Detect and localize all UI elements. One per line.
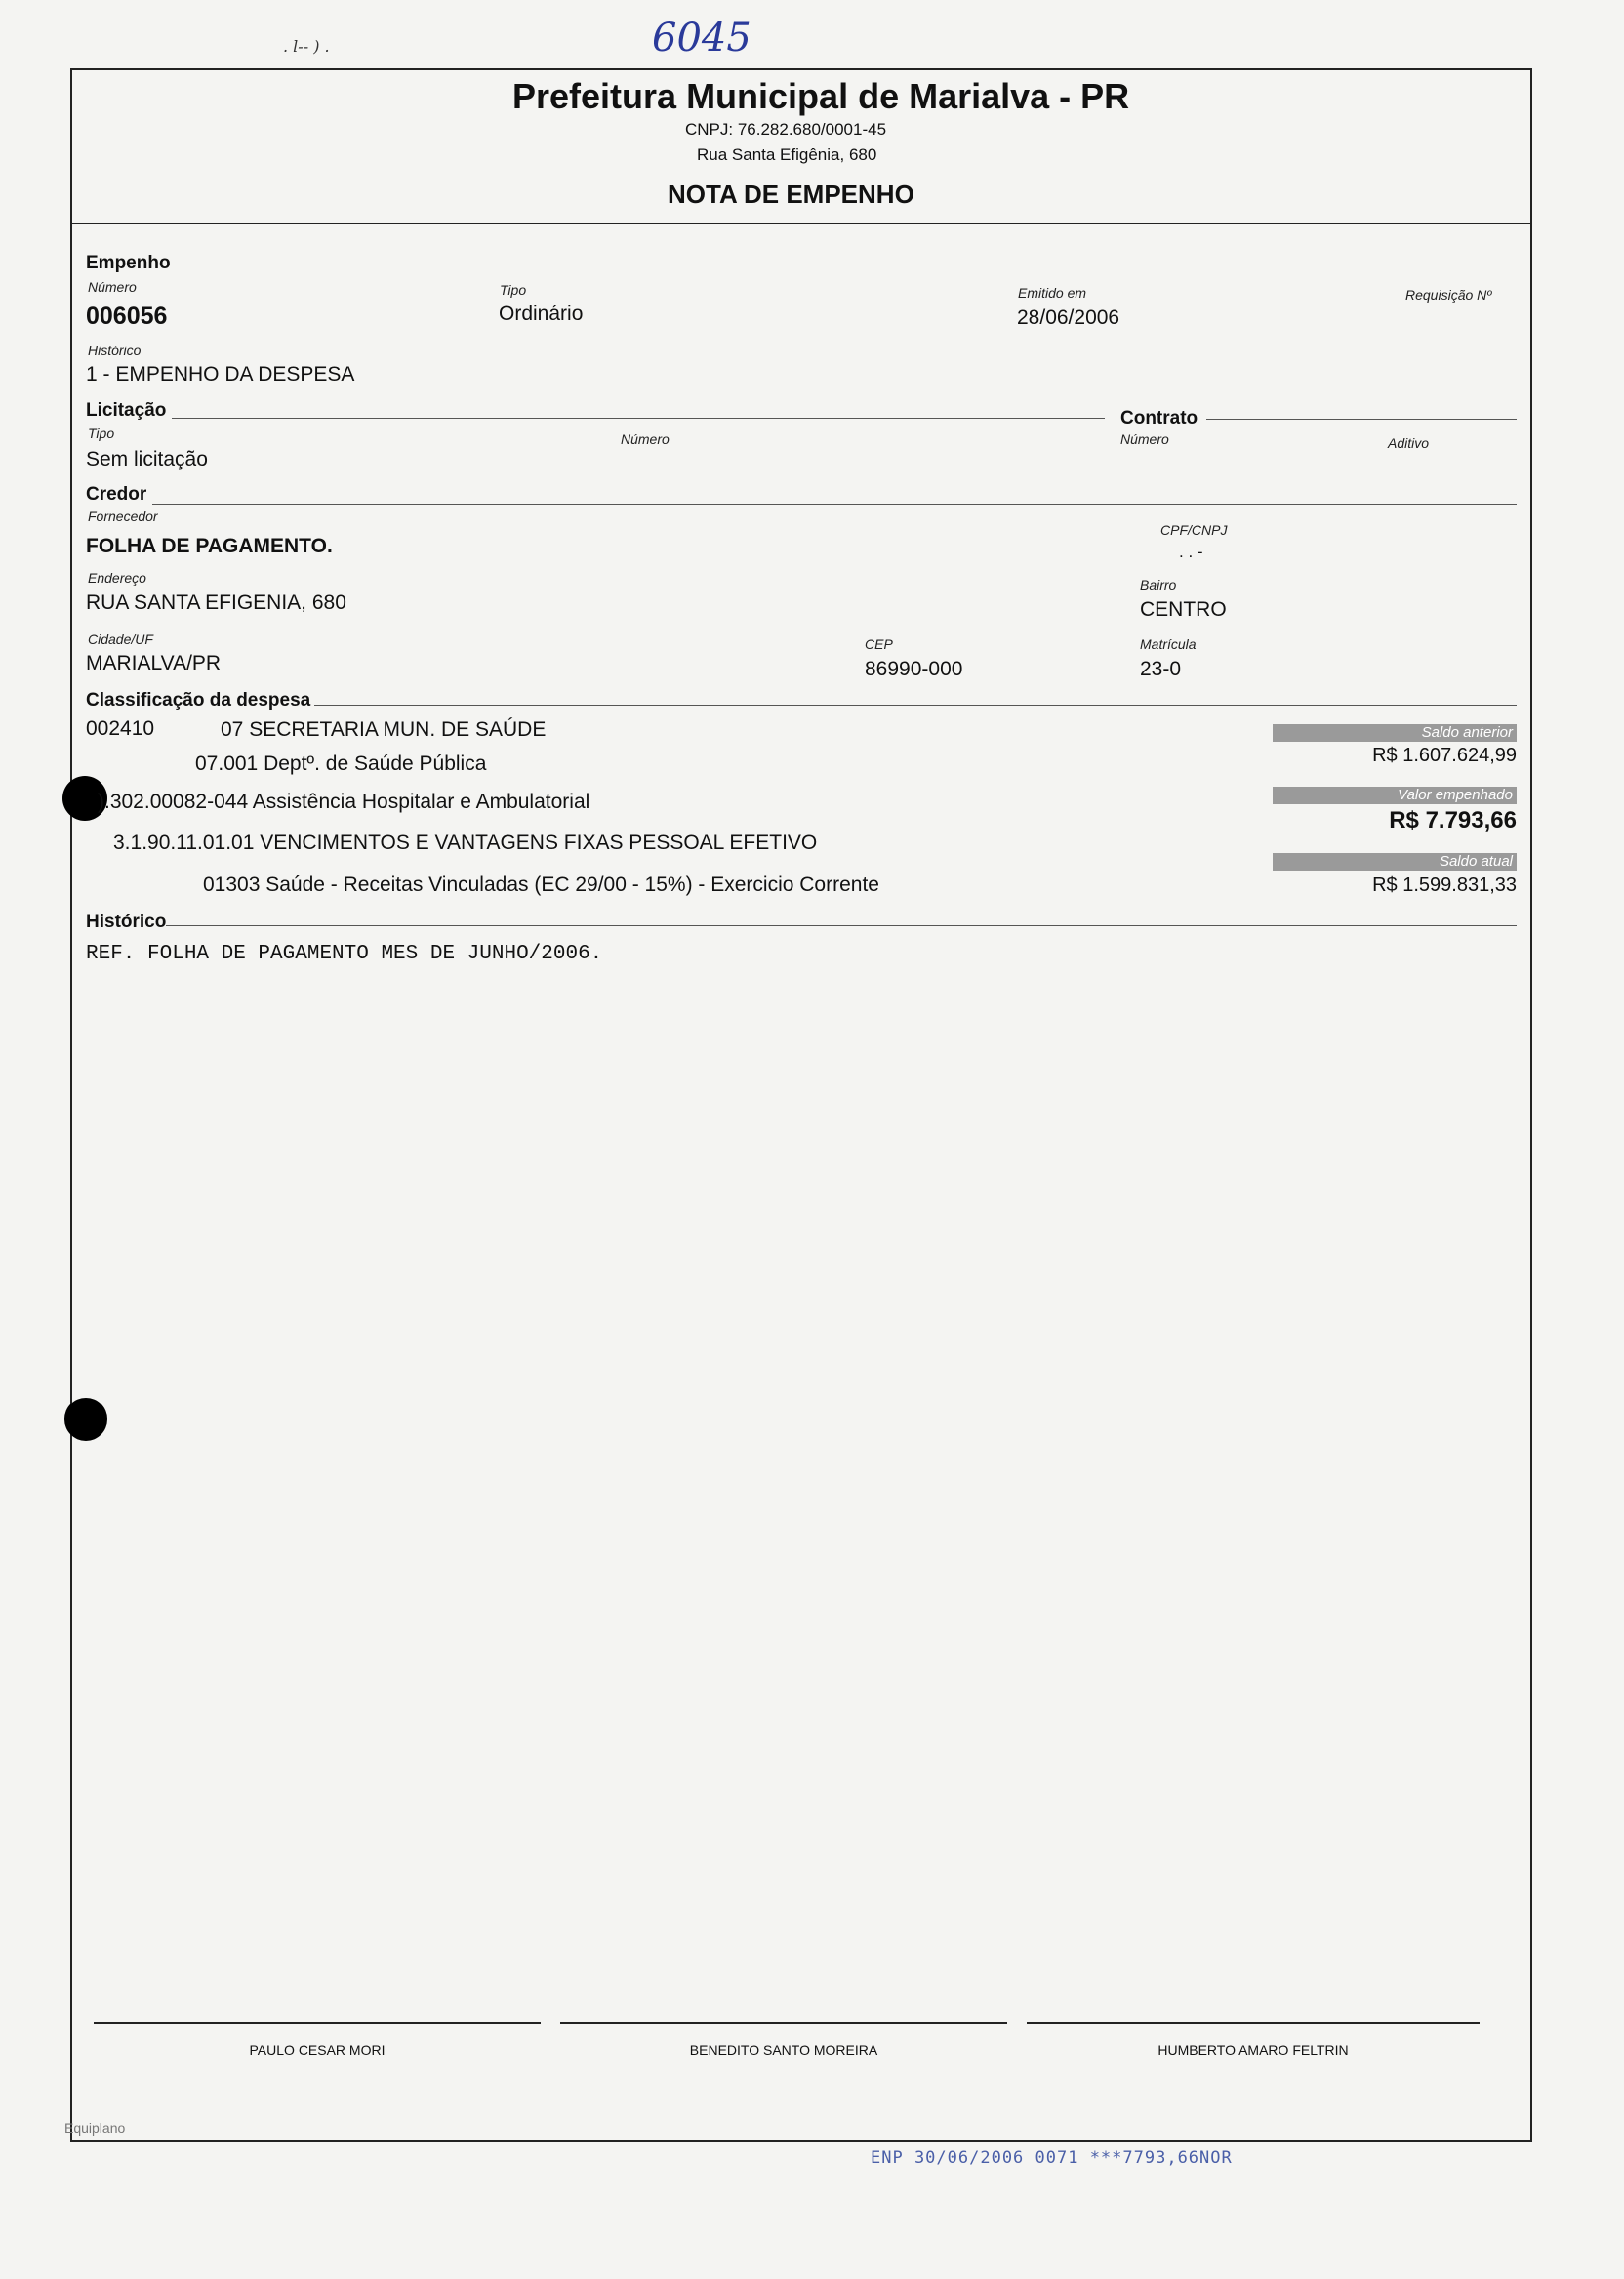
section-credor: Credor (86, 484, 147, 505)
page-title: Prefeitura Municipal de Marialva - PR (512, 76, 1130, 116)
credor-rule (152, 504, 1517, 505)
address-text: Rua Santa Efigênia, 680 (697, 145, 877, 164)
cnpj-text: CNPJ: 76.282.680/0001-45 (685, 120, 887, 139)
cpf-value: . . - (1179, 543, 1203, 561)
emitido-date: 28/06/2006 (1017, 306, 1120, 329)
cep-label: CEP (865, 636, 893, 652)
licitacao-tipo: Sem licitação (86, 448, 208, 470)
cpf-label: CPF/CNPJ (1160, 522, 1228, 538)
section-contrato: Contrato (1120, 408, 1198, 428)
cep-value: 86990-000 (865, 658, 963, 680)
empenho-historico-label: Histórico (88, 343, 142, 358)
contrato-rule (1206, 419, 1517, 420)
punch-hole-mark-lower (64, 1398, 107, 1441)
valor-empenhado-label: Valor empenhado (1273, 787, 1517, 804)
classificacao-elemento: 3.1.90.11.01.01 VENCIMENTOS E VANTAGENS FIXAS PESSOAL EFETIVO (113, 832, 818, 854)
classificacao-secretaria: 07 SECRETARIA MUN. DE SAÚDE (221, 718, 547, 741)
fornecedor-label: Fornecedor (88, 509, 158, 524)
contrato-aditivo-label: Aditivo (1388, 435, 1430, 451)
empenho-historico: 1 - EMPENHO DA DESPESA (86, 363, 355, 386)
section-licitacao: Licitação (86, 400, 167, 421)
endereco-value: RUA SANTA EFIGENIA, 680 (86, 591, 346, 614)
signature-name-3: HUMBERTO AMARO FELTRIN (1157, 2042, 1349, 2057)
signature-name-1: PAULO CESAR MORI (249, 2042, 386, 2057)
document-title: NOTA DE EMPENHO (668, 180, 914, 209)
classificacao-fonte: 01303 Saúde - Receitas Vinculadas (EC 29/00 - 15%) - Exercicio Corrente (203, 874, 879, 896)
classificacao-departamento: 07.001 Deptº. de Saúde Pública (195, 753, 487, 775)
historico-text: REF. FOLHA DE PAGAMENTO MES DE JUNHO/2006. (86, 943, 603, 965)
top-scribble: . l-- ) . (283, 37, 330, 56)
emitido-label: Emitido em (1018, 285, 1087, 301)
header-divider (70, 223, 1532, 224)
licitacao-numero-label: Número (621, 431, 670, 447)
mechanical-stamp: ENP 30/06/2006 0071 ***7793,66NOR (871, 2148, 1233, 2168)
cidade-label: Cidade/UF (88, 631, 153, 647)
classificacao-rule (314, 705, 1517, 706)
matricula-value: 23-0 (1140, 658, 1182, 680)
classificacao-programa: ).302.00082-044 Assistência Hospitalar e Ambulatorial (98, 791, 590, 813)
saldo-atual-value: R$ 1.599.831,33 (1372, 875, 1517, 896)
empenho-numero-label: Número (88, 279, 137, 295)
saldo-atual-label: Saldo atual (1273, 853, 1517, 871)
saldo-anterior-label: Saldo anterior (1273, 724, 1517, 742)
empenho-tipo-label: Tipo (500, 282, 527, 298)
historico-rule (166, 925, 1517, 926)
endereco-label: Endereço (88, 570, 146, 586)
signature-line-1 (94, 2022, 541, 2024)
section-empenho: Empenho (86, 253, 171, 273)
bairro-label: Bairro (1140, 577, 1177, 592)
signature-name-2: BENEDITO SANTO MOREIRA (689, 2042, 878, 2057)
classificacao-codigo: 002410 (86, 717, 155, 740)
section-classificacao: Classificação da despesa (86, 690, 311, 711)
signature-line-2 (560, 2022, 1007, 2024)
saldo-anterior-value: R$ 1.607.624,99 (1372, 745, 1517, 766)
bairro-value: CENTRO (1140, 598, 1227, 621)
empenho-tipo: Ordinário (499, 303, 584, 325)
licitacao-rule (172, 418, 1105, 419)
contrato-numero-label: Número (1120, 431, 1169, 447)
valor-empenhado-value: R$ 7.793,66 (1389, 807, 1517, 834)
empenho-numero: 006056 (86, 303, 168, 330)
handwritten-number: 6045 (652, 16, 751, 61)
footer-brand: Equiplano (64, 2120, 126, 2136)
cidade-value: MARIALVA/PR (86, 652, 222, 674)
fornecedor-value: FOLHA DE PAGAMENTO. (86, 535, 333, 557)
section-historico: Histórico (86, 912, 167, 932)
licitacao-tipo-label: Tipo (88, 426, 115, 441)
signature-line-3 (1027, 2022, 1480, 2024)
requisicao-label: Requisição Nº (1405, 287, 1492, 303)
matricula-label: Matrícula (1140, 636, 1197, 652)
